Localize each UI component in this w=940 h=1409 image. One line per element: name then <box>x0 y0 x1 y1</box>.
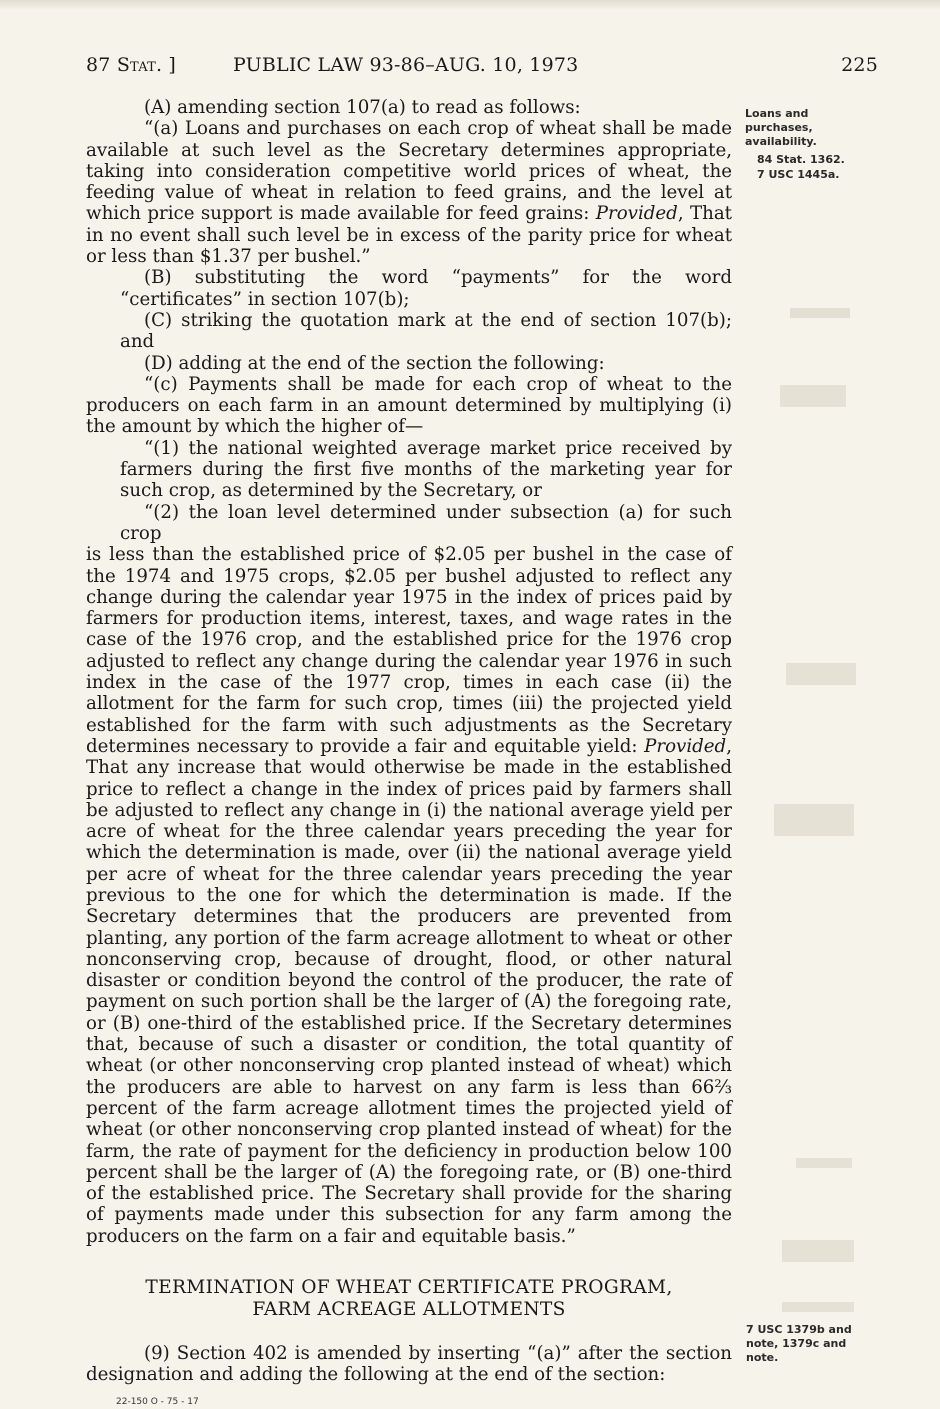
margin-note-usc-1379: 7 USC 1379b and note, 1379c and note. <box>746 1323 852 1364</box>
print-code: 22-150 O - 75 - 17 <box>116 1397 199 1407</box>
paragraph: “(a) Loans and purchases on each crop of wheat shall be made available at such level as the Secretary determines appropriate, taking into consideration competitive world prices of wheat, the feeding value of wheat in relation to feed grains, and the level at which price support is made available for feed grains: Provided, That in no event shall such level be in excess of the parity price for wheat or less than $1.37 per bushel.” <box>86 118 732 268</box>
paragraph: (D) adding at the end of the section the following: <box>144 352 605 374</box>
section-heading: TERMINATION OF WHEAT CERTIFICATE PROGRAM, FARM ACREAGE ALLOTMENTS <box>145 1277 673 1321</box>
bleed-through-mark <box>774 804 854 836</box>
bleed-through-mark <box>782 1302 854 1312</box>
document-body <box>86 97 732 1386</box>
bleed-through-mark <box>780 385 846 407</box>
paragraph: (9) Section 402 is amended by inserting “(a)” after the section designation and adding the following at the end of the section: <box>86 1343 732 1386</box>
paragraph: (A) amending section 107(a) to read as follows: <box>144 97 581 118</box>
margin-note-loans: Loans and purchases, availability. <box>745 107 817 148</box>
stat-label: 87 Stat. ] <box>86 54 177 76</box>
paragraph: is less than the established price of $2.05 per bushel in the case of the 1974 and 1975 crops, $2.05 per bushel adjusted to reflect any change during the calendar year 1975 in the index of prices paid by farmers for production items, interest, taxes, and wage rates in the case of the 1976 crop, and the established price for the 1976 crop adjusted to reflect any change during the calendar year 1976 in such index in the case of the 1977 crop, times in each case (ii) the allotment for the farm for such crop, times (iii) the projected yield established for the farm with such adjustments as the Secretary determines necessary to provide a fair and equitable yield: Provided, That any increase that would otherwise be made in the established price to reflect a change in the index of prices paid by farmers shall be adjusted to reflect any change in (i) the national average yield per acre of wheat for the three calendar years preceding the year for which the determination is made, over (ii) the national average yield per acre of wheat for the three calendar years preceding the year previous to the one for which the determination is made. If the Secretary determines that the producers are prevented from planting, any portion of the farm acreage allotment to wheat or other nonconserving crop, because of drought, flood, or other natural disaster or condition beyond the control of the producer, the rate of payment on such portion shall be the larger of (A) the foregoing rate, or (B) one-third of the established price. If the Secretary determines that, because of such a disaster or condition, the total quantity of wheat (or other nonconserving crop planted instead of wheat) which the producers are able to harvest on any farm is less than 66⅔ percent of the farm acreage allotment times the projected yield of wheat (or other nonconserving crop planted instead of wheat) for the farm, the rate of payment for the deficiency in production below 100 percent shall be the larger of (A) the foregoing rate, or (B) one-third of the established price. The Secretary shall provide for the sharing of payments made under this subsection for any farm among the producers on the farm on a fair and equitable basis.” <box>86 544 732 1247</box>
bleed-through-mark <box>782 1240 854 1262</box>
paragraph: “(2) the loan level determined under subsection (a) for such crop <box>120 501 732 544</box>
paragraph: (B) substituting the word “payments” for the word “certificates” in section 107(b); <box>120 267 732 310</box>
law-title: PUBLIC LAW 93-86–AUG. 10, 1973 <box>233 54 579 76</box>
margin-note-stat: 84 Stat. 1362. <box>757 153 845 166</box>
margin-note-usc: 7 USC 1445a. <box>757 168 840 181</box>
bleed-through-mark <box>796 1158 852 1168</box>
paragraph: “(1) the national weighted average market price received by farmers during the first five months of the marketing year for such crop, as determined by the Secretary, or <box>120 437 732 502</box>
page-number: 225 <box>841 54 878 76</box>
paragraph: (C) striking the quotation mark at the end of section 107(b); and <box>120 309 732 353</box>
page-header <box>86 54 878 82</box>
paragraph: “(c) Payments shall be made for each crop of wheat to the producers on each farm in an amount determined by multiplying (i) the amount by which the higher of— <box>86 373 732 438</box>
bleed-through-mark <box>790 308 850 318</box>
scan-top-edge <box>0 0 940 10</box>
bleed-through-mark <box>786 663 856 685</box>
